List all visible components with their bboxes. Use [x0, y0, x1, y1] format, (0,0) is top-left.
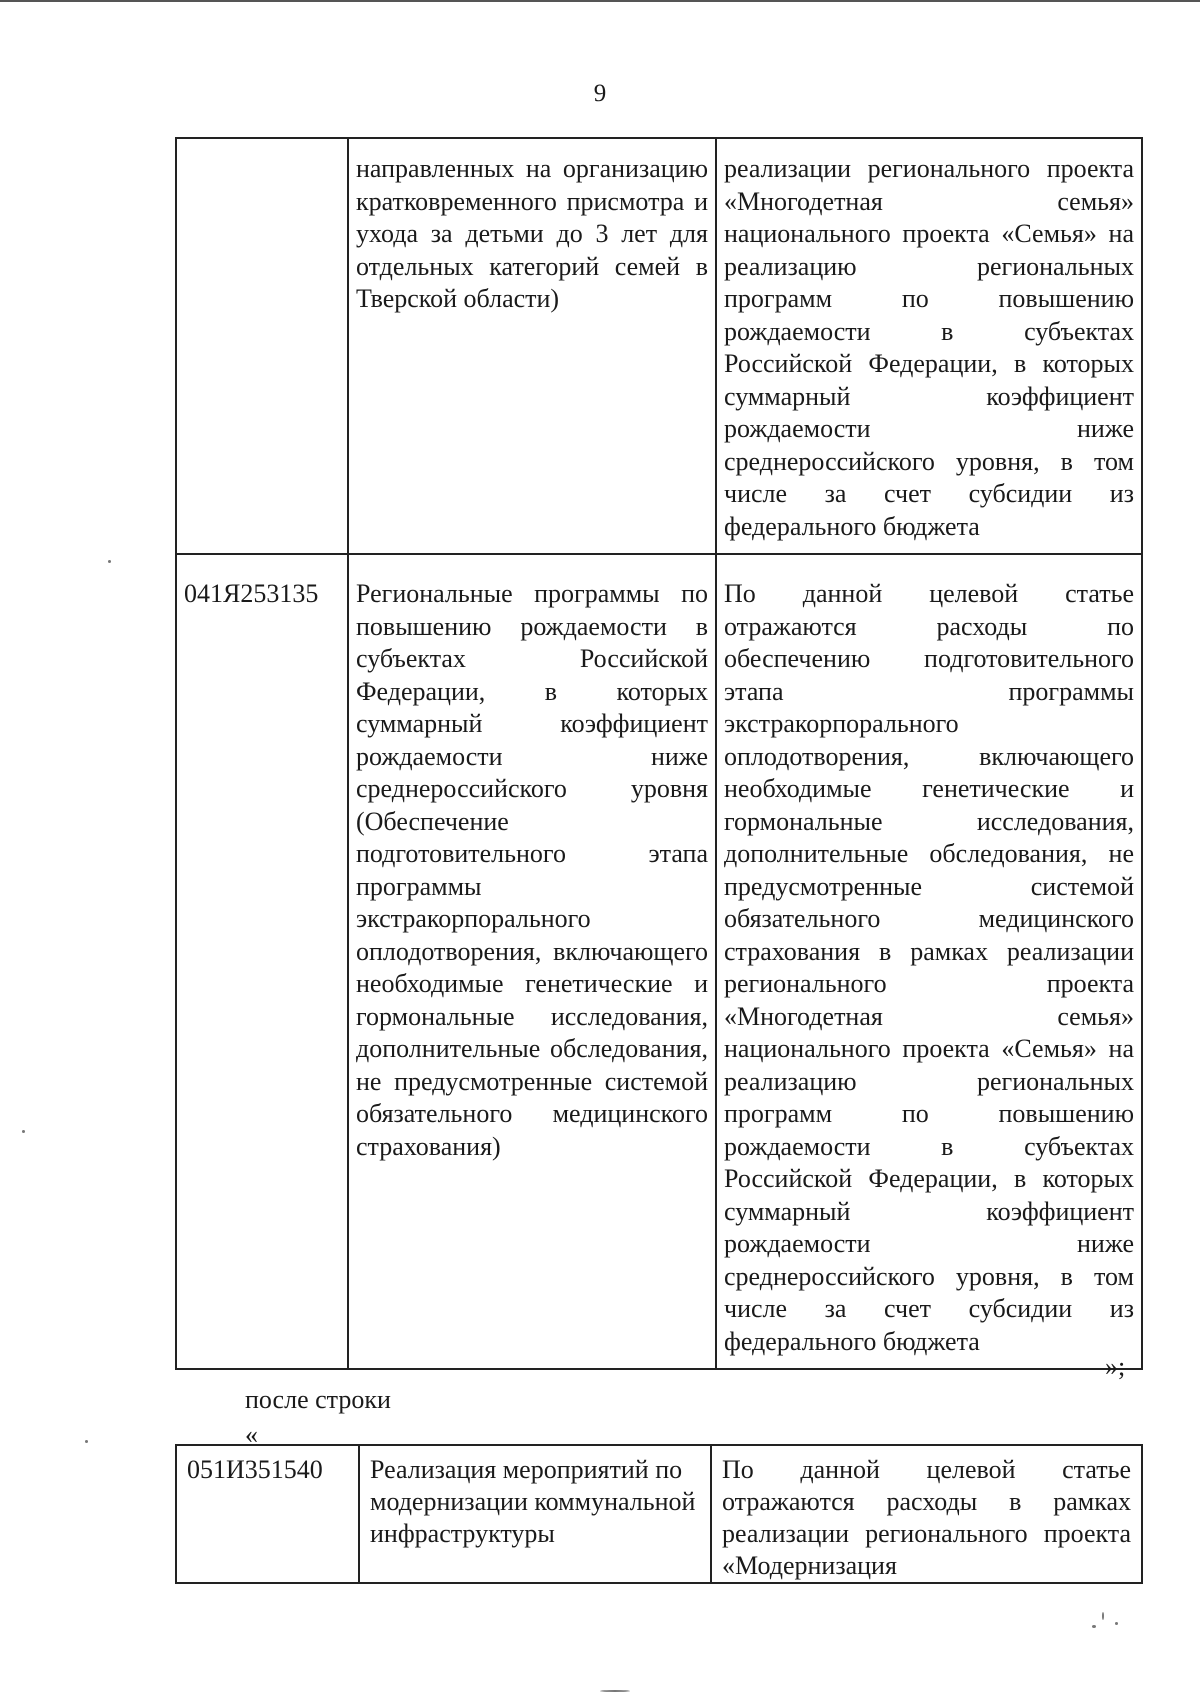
scan-speck	[22, 1130, 25, 1133]
opening-quote: «	[245, 1420, 258, 1449]
row-code-cell: 051И351540	[176, 1445, 359, 1583]
scan-speck	[108, 560, 111, 563]
scan-speck	[600, 1690, 630, 1692]
row-description-cell: реализации регионального проекта «Многодетная семья» национального проекта «Семья» на реализацию региональных программ по повышению рождаемости в субъектах Российской Федерации, в которых суммарный коэффициент рождаемости ниже среднероссийского уровня, в том числе за счет субсидии из федерального бюджета	[716, 138, 1142, 554]
row-code-cell: 041Я253135	[176, 554, 348, 1369]
table-row	[176, 138, 1142, 554]
row-name-cell: Региональные программы по повышению рождаемости в субъектах Российской Федерации, в которых суммарный коэффициент рождаемости ниже среднероссийского уровня (Обеспечение подготовительного этапа программы экстракорпорального оплодотворения, включающего необходимые генетические и гормональные исследования, дополнительные обследования, не предусмотренные системой обязательного медицинского страхования)	[348, 554, 716, 1369]
row-code-cell	[176, 138, 348, 554]
scan-speck	[1092, 1625, 1096, 1628]
row-name-cell: Реализация мероприятий по модернизации коммунальной инфраструктуры	[359, 1445, 711, 1583]
scan-speck	[85, 1440, 88, 1443]
after-row-text: после строки	[245, 1385, 391, 1414]
target-articles-table	[175, 137, 1143, 1370]
scan-speck	[1102, 1612, 1104, 1620]
row-description-cell: По данной целевой статье отражаются расходы в рамках реализации регионального проекта «Модернизация	[711, 1445, 1142, 1583]
closing-quote: »;	[1105, 1352, 1126, 1381]
reference-row-table	[175, 1444, 1143, 1584]
page-number: 9	[593, 80, 607, 107]
scan-top-edge	[0, 0, 1200, 2]
table-row	[176, 1445, 1142, 1583]
table-row	[176, 554, 1142, 1369]
row-name-cell: направленных на организацию кратковременного присмотра и ухода за детьми до 3 лет для отдельных категорий семей в Тверской области)	[348, 138, 716, 554]
row-description-cell: По данной целевой статье отражаются расходы по обеспечению подготовительного этапа программы экстракорпорального оплодотворения, включающего необходимые генетические и гормональные исследования, дополнительные обследования, не предусмотренные системой обязательного медицинского страхования в рамках реализации регионального проекта «Многодетная семья» национального проекта «Семья» на реализацию региональных программ по повышению рождаемости в субъектах Российской Федерации, в которых суммарный коэффициент рождаемости ниже среднероссийского уровня, в том числе за счет субсидии из федерального бюджета	[716, 554, 1142, 1369]
scan-speck	[1115, 1622, 1118, 1625]
